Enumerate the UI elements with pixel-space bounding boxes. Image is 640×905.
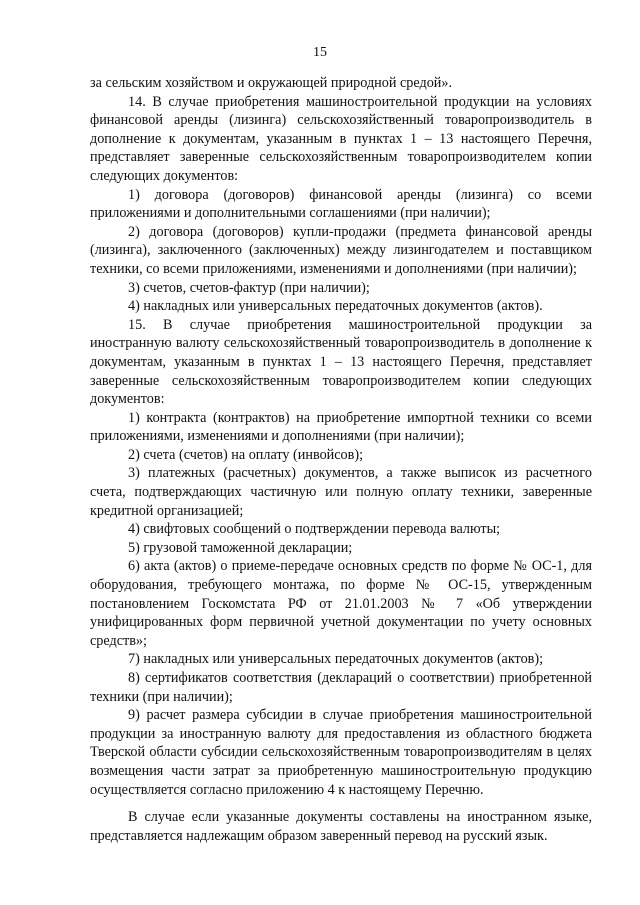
list-item: 5) грузовой таможенной декларации; xyxy=(128,539,353,556)
list-item: 3) платежных (расчетных) документов, а также выписок из расчетного счета, подтверждающих частичную или полную оплату техники, заверенные кредитной организацией; xyxy=(90,465,592,519)
page-number: 15 xyxy=(313,45,327,60)
paragraph-item-14: 14. В случае приобретения машиностроительной продукции на условиях финансовой аренды (лизинга) сельскохозяйственный товаропроизводитель в дополнение к документам, указанным в пунктах 1 – 13 настоящего Перечня, представляет заверенные сельскохозяйственным товаропроизводителем копии следующих документов: xyxy=(90,93,592,184)
list-item: 4) свифтовых сообщений о подтверждении перевода валюты; xyxy=(128,521,501,538)
list-item: 7) накладных или универсальных передаточных документов (актов); xyxy=(128,651,544,668)
list-item: 3) счетов, счетов-фактур (при наличии); xyxy=(128,279,370,296)
list-item: 6) акта (актов) о приеме-передаче основных средств по форме № ОС-1, для оборудования, требующего монтажа, по форме № ОС-15, утвержденным постановлением Госкомстата РФ от 21.01.2003 № 7 «Об утверждении унифицированных форм первичной учетной документации по учету основных средств»; xyxy=(90,558,592,649)
list-item: 2) счета (счетов) на оплату (инвойсов); xyxy=(128,446,364,463)
document-body xyxy=(90,74,592,845)
list-item: 1) контракта (контрактов) на приобретение импортной техники со всеми приложениями, изменениями и дополнениями (при наличии); xyxy=(90,409,592,445)
list-item: 4) накладных или универсальных передаточных документов (актов). xyxy=(128,298,543,315)
paragraph-continuation: за сельским хозяйством и окружающей природной средой». xyxy=(90,75,453,91)
list-item: 2) договора (договоров) купли-продажи (предмета финансовой аренды (лизинга), заключенного (заключенных) между лизингодателем и поставщиком техники, со всеми приложениями, изменениями и дополнениями (при наличии); xyxy=(90,223,592,277)
paragraph-item-15: 15. В случае приобретения машиностроительной продукции за иностранную валюту сельскохозяйственный товаропроизводитель в дополнение к документам, указанным в пунктах 1 – 13 настоящего Перечня, представляет заверенные сельскохозяйственным товаропроизводителем копии следующих документов: xyxy=(90,316,592,408)
list-item: 8) сертификатов соответствия (деклараций о соответствии) приобретенной техники (при наличии); xyxy=(90,670,592,705)
list-item: 1) договора (договоров) финансовой аренды (лизинга) со всеми приложениями и дополнительными соглашениями (при наличии); xyxy=(90,186,592,222)
list-item: 9) расчет размера субсидии в случае приобретения машиностроительной продукции за иностранную валюту для предоставления из областного бюджета Тверской области субсидии сельскохозяйственным товаропроизводителям в целях возмещения части затрат за приобретенную машиностроительную продукцию осуществляется согласно приложению 4 к настоящему Перечню. xyxy=(90,707,592,798)
closing-paragraph: В случае если указанные документы составлены на иностранном языке, представляется надлежащим образом заверенный перевод на русский язык. xyxy=(90,809,592,844)
